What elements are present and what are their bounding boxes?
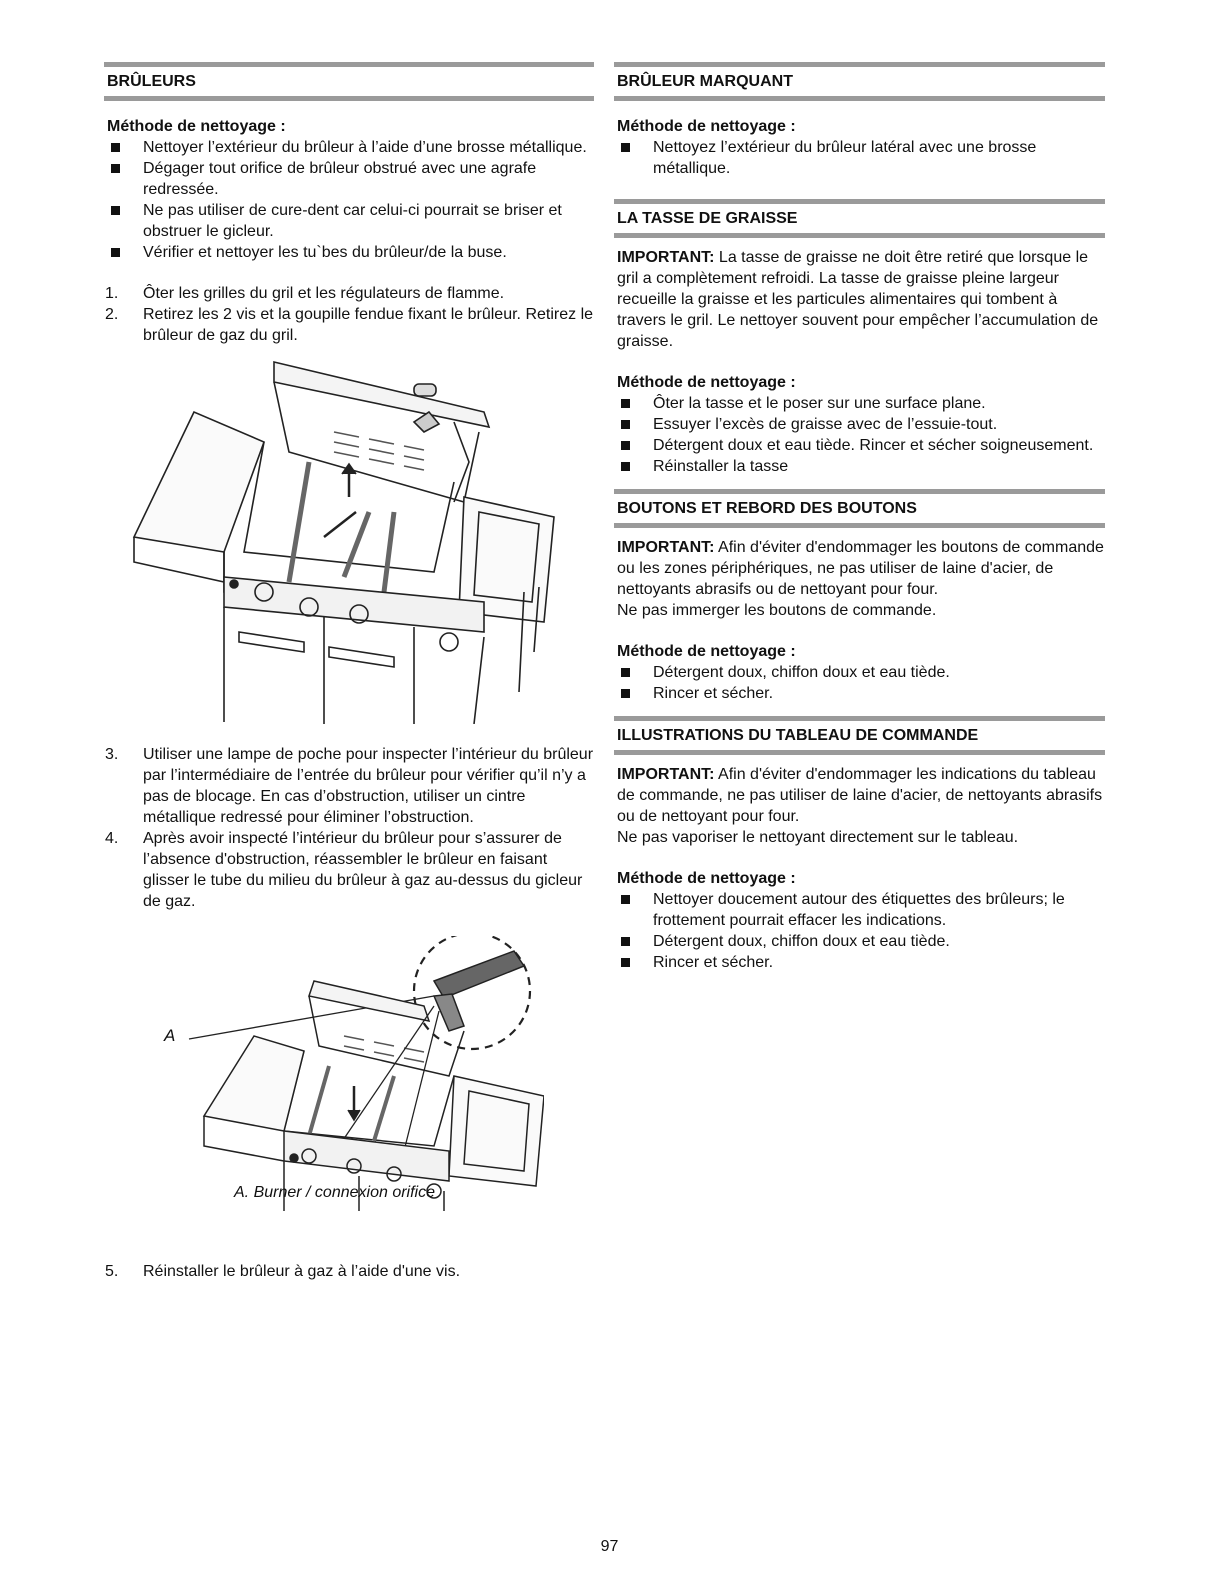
- section-header-tasse-de-graisse: [614, 199, 1105, 239]
- burner-orifice-illustration: [104, 936, 594, 1211]
- left-column: [104, 62, 594, 1282]
- list-item: Réinstaller la tasse: [653, 456, 1105, 477]
- divider: [614, 62, 1105, 67]
- list-item: Essuyer l’excès de graisse avec de l’essuie-tout.: [653, 414, 1105, 435]
- section-header-illustrations: [614, 716, 1105, 756]
- divider: [104, 96, 594, 101]
- method-label: Méthode de nettoyage :: [617, 374, 796, 391]
- list-item: Dégager tout orifice de brûleur obstrué avec une agrafe redressée.: [143, 158, 594, 200]
- right-column: [614, 62, 1105, 973]
- important-note: IMPORTANT: Afin d'éviter d'endommager les boutons de commande ou les zones périphériques, ne pas utiliser de laine d'acier, de nettoyants abrasifs ou de nettoyant pour four.: [617, 539, 1104, 598]
- step-item: 2. Retirez les 2 vis et la goupille fendue fixant le brûleur. Retirez le brûleur de gaz du gril.: [105, 306, 594, 344]
- section-header-boutons: [614, 489, 1105, 529]
- step-item: 1. Ôter les grilles du gril et les régulateurs de flamme.: [105, 285, 505, 302]
- list-item: Nettoyez l’extérieur du brûleur latéral avec une brosse métallique.: [653, 137, 1105, 179]
- grill-burner-illustration: [104, 352, 594, 724]
- method-label: Méthode de nettoyage :: [107, 118, 286, 135]
- list-item: Rincer et sécher.: [653, 683, 1105, 704]
- bullet-list: [614, 662, 1105, 704]
- bullet-list: [614, 137, 1105, 179]
- list-item: Nettoyer doucement autour des étiquettes des brûleurs; le frottement pourrait effacer les indications.: [653, 889, 1105, 931]
- figure-caption: A. Burner / connexion orifice: [234, 1184, 435, 1201]
- step-item: 5. Réinstaller le brûleur à gaz à l’aide d'une vis.: [105, 1263, 461, 1280]
- list-item: Détergent doux, chiffon doux et eau tiède.: [653, 662, 1105, 683]
- important-note-extra: Ne pas immerger les boutons de commande.: [617, 602, 937, 619]
- step-item: 3. Utiliser une lampe de poche pour inspecter l’intérieur du brûleur par l’intermédiaire de l’entrée du brûleur pour vérifier qu’il n’y a pas de blocage. En cas d’obstruction, utiliser un cintre métallique redressé pour éliminer l’obstruction.: [105, 746, 594, 826]
- step-item: 4. Après avoir inspecté l’intérieur du brûleur pour s’assurer de l’absence d'obstruction, réassembler le brûleur en faisant glisser le tube du milieu du brûleur à gaz au-dessus du gicleur de gaz.: [105, 830, 583, 910]
- section-title: LA TASSE DE GRAISSE: [617, 210, 798, 227]
- list-item: Détergent doux et eau tiède. Rincer et sécher soigneusement.: [653, 435, 1105, 456]
- divider: [614, 96, 1105, 101]
- section-title: ILLUSTRATIONS DU TABLEAU DE COMMANDE: [617, 727, 979, 744]
- divider: [614, 199, 1105, 204]
- steps-list: [104, 1261, 594, 1282]
- list-item: Ne pas utiliser de cure-dent car celui-ci pourrait se briser et obstruer le gicleur.: [143, 200, 594, 242]
- list-item: Nettoyer l’extérieur du brûleur à l’aide d’une brosse métallique.: [143, 137, 594, 158]
- section-title: BRÛLEURS: [107, 73, 196, 90]
- list-item: Vérifier et nettoyer les tu`bes du brûleur/de la buse.: [143, 242, 594, 263]
- list-item: Ôter la tasse et le poser sur une surface plane.: [653, 393, 1105, 414]
- figure-label-a: A: [164, 1026, 176, 1045]
- section-title: BRÛLEUR MARQUANT: [617, 73, 793, 90]
- bullet-list: [614, 889, 1105, 973]
- method-label: Méthode de nettoyage :: [617, 870, 796, 887]
- section-header-bruleur-marquant: [614, 62, 1105, 102]
- important-note: IMPORTANT: La tasse de graisse ne doit être retiré que lorsque le gril a complètement refroidi. La tasse de graisse pleine largeur recueille la graisse et les particules alimentaires qui tombent à travers le gril. Le nettoyer souvent pour empêcher l’accumulation de graisse.: [617, 249, 1099, 350]
- divider: [104, 62, 594, 67]
- divider: [614, 523, 1105, 528]
- bullet-list: [614, 393, 1105, 477]
- steps-list: [104, 283, 594, 346]
- divider: [614, 233, 1105, 238]
- method-label: Méthode de nettoyage :: [617, 643, 796, 660]
- divider: [614, 489, 1105, 494]
- method-label: Méthode de nettoyage :: [617, 118, 796, 135]
- steps-list: [104, 744, 594, 912]
- divider: [614, 716, 1105, 721]
- list-item: Détergent doux, chiffon doux et eau tiède.: [653, 931, 1105, 952]
- bullet-list: [104, 137, 594, 263]
- list-item: Rincer et sécher.: [653, 952, 1105, 973]
- page-number: 97: [600, 1538, 619, 1555]
- section-header-bruleurs: [104, 62, 594, 102]
- divider: [614, 750, 1105, 755]
- section-title: BOUTONS ET REBORD DES BOUTONS: [617, 500, 917, 517]
- important-note-extra: Ne pas vaporiser le nettoyant directement sur le tableau.: [617, 829, 1019, 846]
- important-note: IMPORTANT: Afin d'éviter d'endommager les indications du tableau de commande, ne pas utiliser de laine d'acier, de nettoyants abrasifs ou de nettoyant pour four.: [617, 766, 1103, 825]
